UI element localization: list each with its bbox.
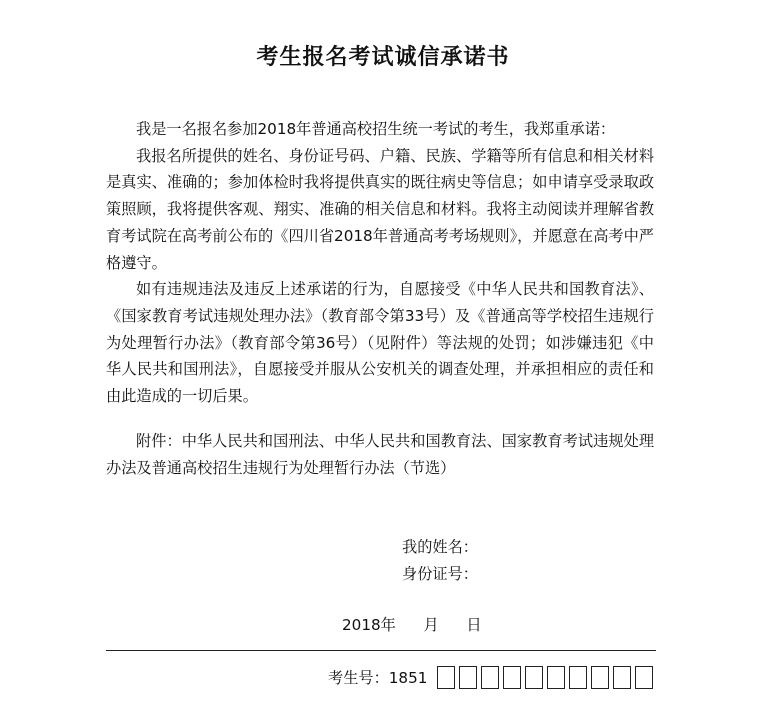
exam-number-digit-box[interactable] (459, 666, 477, 689)
id-number-label: 身份证号： (402, 565, 478, 583)
exam-number-digit-box[interactable] (635, 666, 653, 689)
commitment-paragraph-1: 我报名所提供的姓名、身份证号码、户籍、民族、学籍等所有信息和相关材料是真实、准确的；参加体检时我将提供真实的既往病史等信息；如申请享受录取政策照顾，我将提供客观、翔实、准确的相关信息和材料。我将主动阅读并理解省教育考试院在高考前公布的《四川省2018年普通高考考场规则》，并愿意在高考中严格遵守。 (106, 146, 654, 272)
exam-number-boxes[interactable] (437, 666, 657, 689)
exam-number-digit-box[interactable] (437, 666, 455, 689)
commitment-paragraph-2: 如有违规违法及违反上述承诺的行为，自愿接受《中华人民共和国教育法》、《国家教育考试违规处理办法》（教育部令第33号）及《普通高等学校招生违规行为处理暂行办法》（教育部令第36号）（见附件）等法规的处罚；如涉嫌违犯《中华人民共和国刑法》，自愿接受并服从公安机关的调查处理，并承担相应的责任和由此造成的一切后果。 (106, 280, 654, 406)
exam-number-digit-box[interactable] (569, 666, 587, 689)
exam-number-digit-box[interactable] (525, 666, 543, 689)
exam-number-row (328, 666, 657, 689)
date-year: 2018年 (342, 616, 396, 634)
exam-number-label: 考生号： (328, 669, 389, 687)
exam-number-digit-box[interactable] (481, 666, 499, 689)
attachment-text: 附件：中华人民共和国刑法、中华人民共和国教育法、国家教育考试违规处理办法及普通高校招生违规行为处理暂行办法（节选） (106, 432, 654, 477)
date-month: 月 (423, 616, 439, 634)
document-title: 考生报名考试诚信承诺书 (256, 45, 510, 70)
intro-text: 我是一名报名参加2018年普通高校招生统一考试的考生，我郑重承诺： (136, 120, 616, 138)
date-day: 日 (466, 616, 482, 634)
intro-paragraph (106, 116, 654, 410)
divider-line (106, 650, 656, 651)
exam-number-digit-box[interactable] (503, 666, 521, 689)
exam-number-digit-box[interactable] (613, 666, 631, 689)
date-line (342, 614, 482, 635)
exam-number-prefix: 1851 (388, 668, 428, 687)
exam-number-digit-box[interactable] (591, 666, 609, 689)
name-signature-label: 我的姓名： (402, 538, 478, 556)
exam-number-digit-box[interactable] (547, 666, 565, 689)
attachment-block (106, 428, 654, 481)
